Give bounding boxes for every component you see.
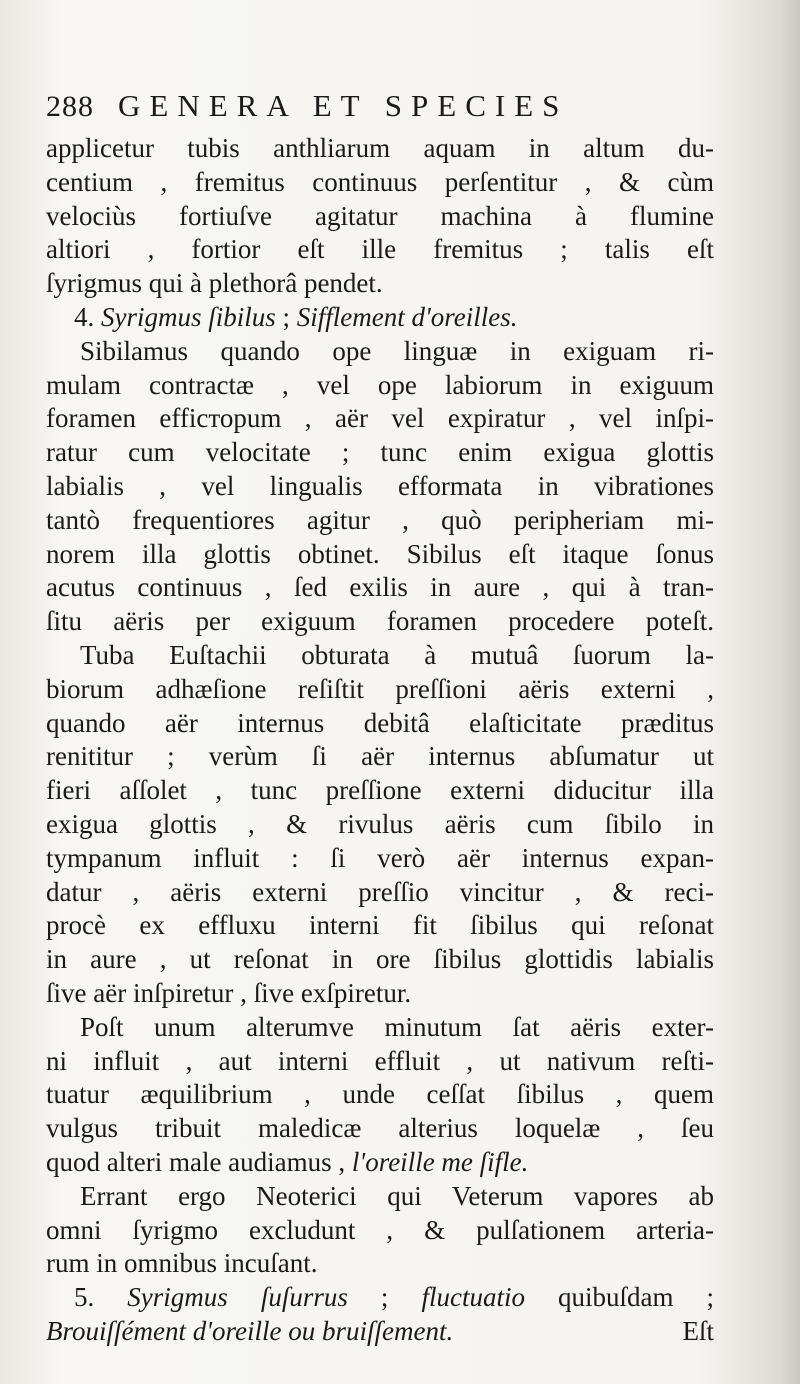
item-5-french-line: [46, 1315, 714, 1349]
text-line: labialis , vel lingualis efformata in vibrationes: [46, 470, 714, 501]
text-line: Tuba Euſtachii obturata à mutuâ ſuorum la-: [80, 639, 714, 670]
item-separator: ;: [282, 301, 291, 332]
item-french: Brouiſſément d'oreille ou bruiſſement.: [46, 1315, 454, 1346]
item-term: Syrigmus ſibilus: [101, 301, 276, 332]
text-line: foramen efficторum , aër vel expiratur , vel inſpi-: [46, 403, 714, 434]
text-line: mulam contractæ , vel ope labiorum in exiguum: [46, 369, 714, 400]
text-line: quando aër internus debitâ elaſticitate præditus: [46, 707, 714, 738]
text-line: vulgus tribuit maledicæ alterius loquelæ , ſeu: [46, 1113, 714, 1144]
text-line: rum in omnibus incuſant.: [46, 1248, 318, 1279]
text-line: ratur cum velocitate ; tunc enim exigua glottis: [46, 437, 714, 468]
french-phrase: l'oreille me ſifle.: [351, 1146, 529, 1177]
item-french: Sifflement d'oreilles.: [296, 301, 518, 332]
catchword: Eſt: [682, 1315, 714, 1346]
running-title: GENERA ET SPECIES: [118, 88, 569, 123]
text-line: datur , aëris externi preſſio vincitur , & reci-: [46, 876, 714, 907]
text-line: in aure , ut reſonat in ore ſibilus glottidis labialis: [46, 944, 714, 975]
text-line: altiori , fortior eſt ille fremitus ; talis eſt: [46, 234, 714, 265]
item-term: Syrigmus ſuſurrus: [127, 1282, 348, 1313]
text-line: Errant ergo Neoterici qui Veterum vapores ab: [80, 1180, 714, 1211]
text-line: ſive aër inſpiretur , ſive exſpiretur.: [46, 977, 412, 1008]
text-line: norem illa glottis obtinet. Sibilus eſt itaque ſonus: [46, 538, 714, 569]
item-5-heading: [46, 1281, 714, 1315]
text-line: tantò frequentiores agitur , quò peripheriam mi-: [46, 504, 714, 535]
text-line: acutus continuus , ſed exilis in aure , qui à tran-: [46, 572, 714, 603]
text-line: ni influit , aut interni effluit , ut nativum reſti-: [46, 1045, 714, 1076]
text-line: [46, 1146, 714, 1180]
paragraph-tuba: [46, 639, 714, 1011]
text-line: biorum adhæſione reſiſtit preſſioni aëris externi ,: [46, 673, 714, 704]
item-number: 5.: [74, 1282, 95, 1313]
paragraph-errant: [46, 1180, 714, 1281]
text-line: velociùs fortiuſve agitatur machina à flumine: [46, 200, 714, 231]
paragraph-continuation: [46, 132, 714, 301]
text-line: omni ſyrigmo excludunt , & pulſationem arteria-: [46, 1214, 714, 1245]
page-text: [46, 88, 714, 1349]
item-term-2: fluctuatio: [421, 1282, 525, 1313]
paragraph-post: [46, 1011, 714, 1180]
text-line: applicetur tubis anthliarum aquam in altum du-: [46, 133, 714, 163]
text-line: Poſt unum alterumve minutum ſat aëris exter-: [80, 1011, 714, 1042]
text-segment: quibuſdam ;: [558, 1282, 715, 1313]
text-line: ſyrigmus qui à plethorâ pendet.: [46, 268, 383, 299]
text-line: tuatur æquilibrium , unde ceſſat ſibilus , quem: [46, 1079, 714, 1110]
item-number: 4.: [74, 301, 95, 332]
item-separator: ;: [380, 1282, 389, 1313]
text-line: ſitu aëris per exiguum foramen procedere poteſt.: [46, 606, 714, 637]
paragraph-sibilus: [46, 335, 714, 639]
text-segment: quod alteri male audiamus ,: [46, 1146, 346, 1177]
text-line: exigua glottis , & rivulus aëris cum ſibilo in: [46, 808, 714, 839]
text-line: fieri aſſolet , tunc preſſione externi diducitur illa: [46, 775, 714, 806]
text-line: tympanum influit : ſi verò aër internus expan-: [46, 842, 714, 873]
text-line: renititur ; verùm ſi aër internus abſumatur ut: [46, 741, 714, 772]
page-header: [46, 88, 714, 132]
text-line: Sibilamus quando ope linguæ in exiguam ri-: [80, 335, 714, 366]
text-line: centium , fremitus continuus perſentitur , & cùm: [46, 166, 714, 197]
item-4-heading: [46, 301, 714, 335]
text-line: procè ex effluxu interni fit ſibilus qui reſonat: [46, 910, 714, 941]
page-number: 288: [46, 90, 94, 123]
